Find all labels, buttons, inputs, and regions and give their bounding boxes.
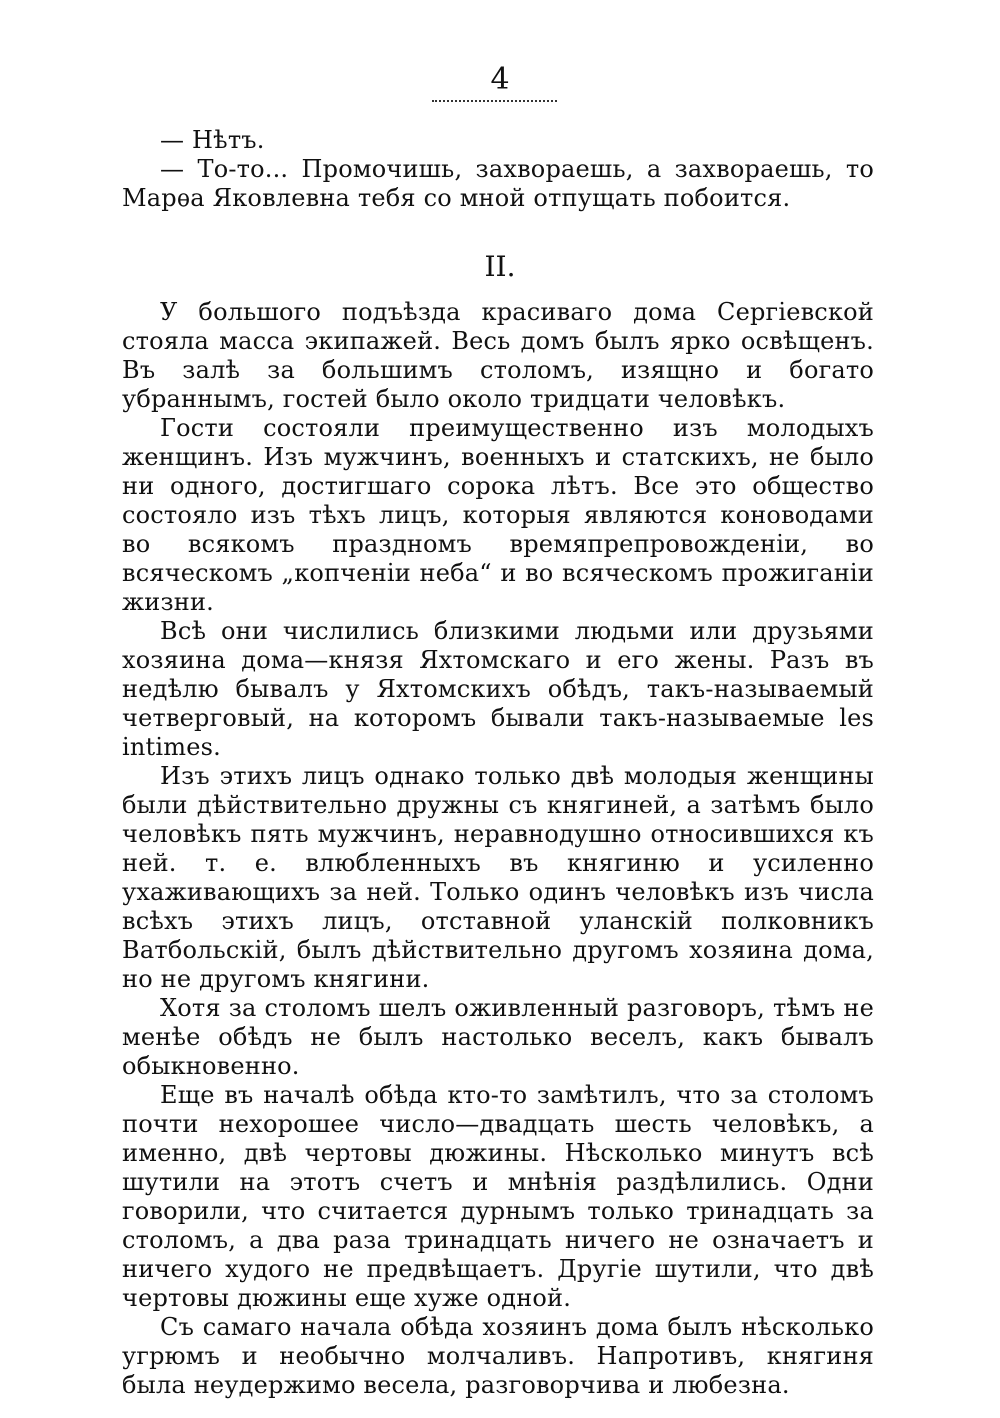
paragraph: Изъ этихъ лицъ однако только двѣ молодыя женщины были дѣйствительно дружны съ княгиней, а затѣмъ было человѣкъ пять мужчинъ, неравнодушно относившихся къ ней. т. е. влюбленныхъ въ княгиню и усиленно ухаживающихъ за ней. Только одинъ человѣкъ изъ числа всѣхъ этихъ лицъ, отставной уланскій полковникъ Ватбольскій, былъ дѣйствительно другомъ хозяина дома, но не другомъ княгини. <box>122 762 874 993</box>
paragraph: Еще въ началѣ обѣда кто-то замѣтилъ, что за столомъ почти нехорошее число—двадцать шесть человѣкъ, а именно, двѣ чертовы дюжины. Нѣсколько минутъ всѣ шутили на этотъ счетъ и мнѣнія раздѣлились. Одни говорили, что считается дурнымъ только тринадцать за столомъ, а два раза тринадцать ничего не означаетъ и ничего худого не предвѣщаетъ. Другіе шутили, что двѣ чертовы дюжины еще хуже одной. <box>122 1081 874 1312</box>
page-number: 4 <box>490 62 510 97</box>
dialogue-line: — То-то... Промочишь, захвораешь, а захвораешь, то Марѳа Яковлевна тебя со мной отпущать побоится. <box>122 155 874 212</box>
header-rule <box>432 100 557 102</box>
paragraph: У большого подъѣзда красиваго дома Сергіевской стояла масса экипажей. Весь домъ былъ ярко освѣщенъ. Въ залѣ за большимъ столомъ, изящно и богато убраннымъ, гостей было около тридцати человѣкъ. <box>122 298 874 413</box>
paragraph: Съ самаго начала обѣда хозяинъ дома былъ нѣсколько угрюмъ и необычно молчаливъ. Напротивъ, княгиня была неудержимо весела, разговорчива и любезна. <box>122 1313 874 1399</box>
dialogue-line: — Нѣтъ. <box>160 126 265 154</box>
chapter-text <box>122 298 874 1400</box>
paragraph: Гости состояли преимущественно изъ молодыхъ женщинъ. Изъ мужчинъ, военныхъ и статскихъ, не было ни одного, достигшаго сорока лѣтъ. Все это общество состояло изъ тѣхъ лицъ, которыя являются коноводами во всякомъ праздномъ времяпрепровожденіи, во всяческомъ „копченіи неба“ и во всяческомъ прожиганіи жизни. <box>122 414 874 616</box>
paragraph: Всѣ они числились близкими людьми или друзьями хозяина дома—князя Яхтомскаго и его жены. Разъ въ недѣлю бывалъ у Яхтомскихъ обѣдъ, такъ-называемый четверговый, на которомъ бывали такъ-называемые les intimes. <box>122 617 874 761</box>
dialogue-block <box>122 126 874 213</box>
chapter-heading: II. <box>484 250 516 283</box>
paragraph: Хотя за столомъ шелъ оживленный разговоръ, тѣмъ не менѣе обѣдъ не былъ настолько веселъ, какъ бывалъ обыкновенно. <box>122 994 874 1080</box>
